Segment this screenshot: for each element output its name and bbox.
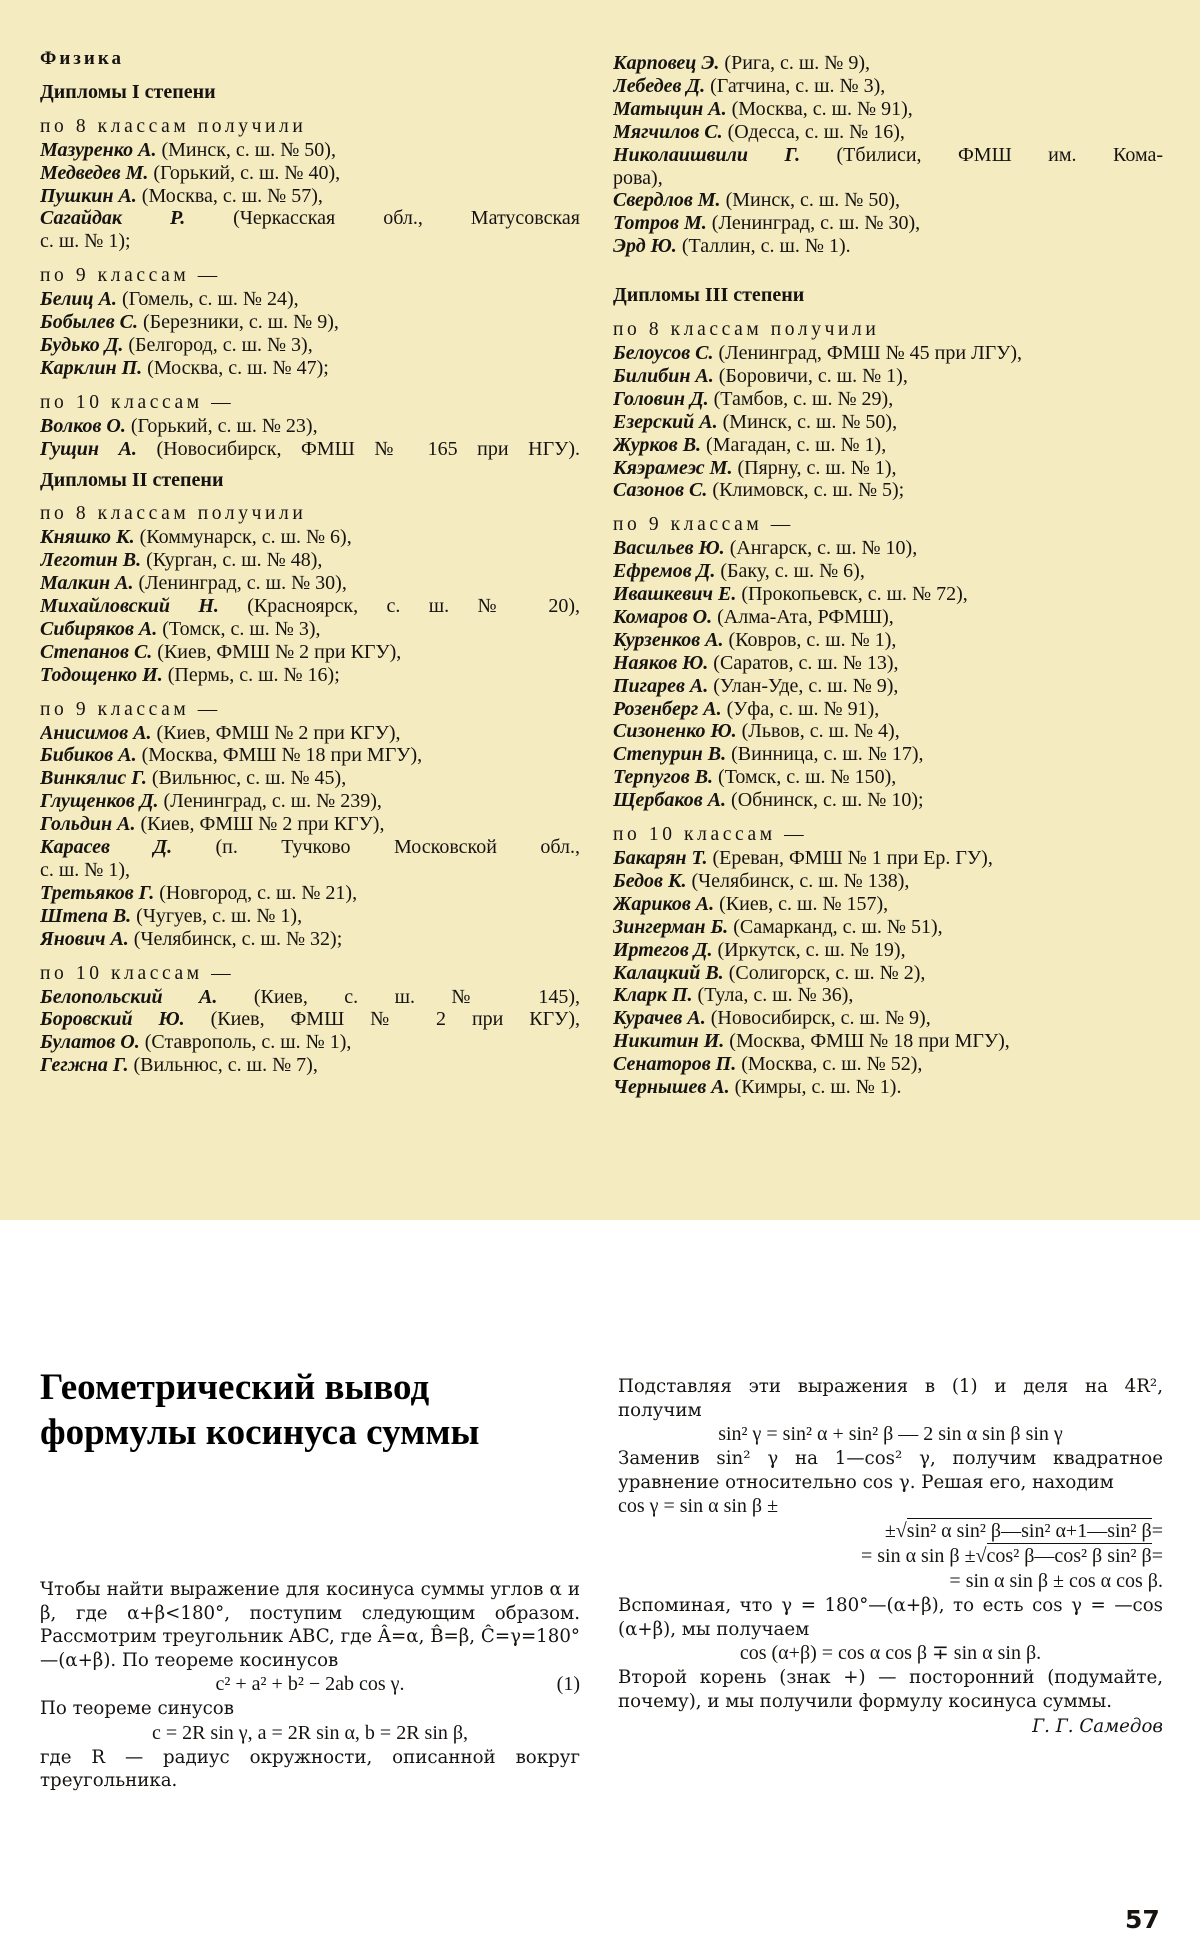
winner-entry <box>613 789 1163 812</box>
winner-school: (Самарканд, с. ш. № 51), <box>728 915 943 938</box>
diploma-heading: Дипломы I степени <box>40 80 216 103</box>
winner-name: Княшко К. <box>40 526 135 549</box>
winner-school: (Винница, с. ш. № 17), <box>726 743 924 766</box>
winner-school: (Уфа, с. ш. № 91), <box>721 697 880 720</box>
results-column-right <box>613 52 1163 1099</box>
winner-name: Бибиков А. <box>40 744 137 767</box>
winner-entry <box>613 189 1163 212</box>
winner-school: (Баку, с. ш. № 6), <box>715 560 865 583</box>
winner-school: (Москва, с. ш. № 52), <box>736 1053 923 1076</box>
winner-entry <box>40 207 580 230</box>
winner-entry <box>40 595 580 618</box>
winner-entry <box>40 1008 580 1031</box>
winner-name: Ивашкевич Е. <box>613 583 737 606</box>
winner-school: (Ковров, с. ш. № 1), <box>723 628 897 651</box>
winner-entry <box>613 984 1163 1007</box>
winner-entry <box>40 986 580 1009</box>
winner-school: (Тбилиси, ФМШ им. Кома- <box>800 143 1163 166</box>
winner-school: (Вильнюс, с. ш. № 45), <box>146 767 347 790</box>
winner-school: (Рига, с. ш. № 9), <box>719 52 870 74</box>
winner-entry <box>613 847 1163 870</box>
grade-label: по 9 классам — <box>613 514 794 536</box>
winner-school: (Киев, ФМШ № 2 при КГУ), <box>151 721 401 744</box>
paragraph: Вспоминая, что γ = 180°—(α+β), то есть cos γ = —cos (α+β), мы получаем <box>618 1595 1163 1640</box>
winner-entry <box>613 365 1163 388</box>
page-number: 57 <box>1125 1905 1160 1934</box>
winner-entry <box>40 415 580 438</box>
winner-school: (Боровичи, с. ш. № 1), <box>713 364 908 387</box>
winner-name: Медведев М. <box>40 161 149 184</box>
winner-school: (Тамбов, с. ш. № 29), <box>708 387 894 410</box>
formula-part: ± <box>884 1520 896 1542</box>
winner-entry <box>613 583 1163 606</box>
winner-entry <box>613 411 1163 434</box>
winner-name: Лебедев Д. <box>613 74 706 97</box>
winner-entry <box>613 537 1163 560</box>
winner-school: (Москва, ФМШ № 18 при МГУ), <box>136 744 423 767</box>
winner-entry <box>40 357 580 380</box>
winner-school: (Новгород, с. ш. № 21), <box>154 881 358 904</box>
winner-name: Васильев Ю. <box>613 537 725 560</box>
winner-school: (Москва, с. ш. № 91), <box>726 97 913 120</box>
formula-number: (1) <box>556 1673 580 1695</box>
winner-entry <box>40 162 580 185</box>
winner-entry <box>613 235 1163 258</box>
winner-entry <box>40 836 580 859</box>
winner-school: (Львов, с. ш. № 4), <box>736 720 900 743</box>
sqrt-radicand: sin² α sin² β—sin² α+1—sin² β <box>906 1520 1152 1542</box>
formula-sine-theorem: c = 2R sin γ, a = 2R sin α, b = 2R sin β, <box>151 1721 469 1744</box>
winner-name: Терпугов В. <box>613 766 714 789</box>
winner-school: (Минск, с. ш. № 50), <box>717 410 898 433</box>
winner-entry <box>40 311 580 334</box>
winner-entry <box>613 1076 1163 1099</box>
winner-entry <box>613 720 1163 743</box>
winner-school: (Москва, с. ш. № 57), <box>136 184 323 207</box>
title-line: Геометрический вывод <box>40 1367 430 1408</box>
formula-line: = sin α sin β ± cos α cos β. <box>949 1570 1163 1592</box>
winner-school: (Красноярск, с. ш. № 20), <box>218 595 580 618</box>
winner-school: (Иркутск, с. ш. № 19), <box>712 938 906 961</box>
grade-label: по 9 классам — <box>40 698 221 720</box>
winner-entry <box>40 288 580 311</box>
winner-school: (Киев, ФМШ № 2 при КГУ), <box>152 640 402 663</box>
winner-school: (Челябинск, с. ш. № 138), <box>686 869 910 892</box>
formula-line: cos γ = sin α sin β ± <box>618 1495 779 1517</box>
winner-school: (Ленинград, с. ш. № 30), <box>706 212 921 235</box>
winner-school: (Минск, с. ш. № 50), <box>720 189 901 212</box>
winner-school: (Курган, с. ш. № 48), <box>141 549 323 572</box>
winner-name: Журков В. <box>613 433 702 456</box>
winner-name: Гегжна Г. <box>40 1054 129 1077</box>
winner-school: (Тула, с. ш. № 36), <box>692 984 854 1007</box>
winner-entry <box>613 743 1163 766</box>
winner-entry <box>40 438 580 461</box>
winner-name: Белоусов С. <box>613 341 714 364</box>
winner-name: Карповец Э. <box>613 52 720 74</box>
winner-entry <box>40 928 580 951</box>
winner-entry <box>613 75 1163 98</box>
winner-name: Третьяков Г. <box>40 881 155 904</box>
winner-entry <box>613 962 1163 985</box>
winner-name: Наяков Ю. <box>613 651 709 674</box>
winner-name: Пигарев А. <box>613 674 709 697</box>
winner-entry <box>40 641 580 664</box>
winner-name: Будько Д. <box>40 333 124 356</box>
subject-title: Физика <box>40 48 125 69</box>
winner-entry <box>613 52 1163 75</box>
winner-name: Гольдин А. <box>40 813 136 836</box>
winner-name: Гущин А. <box>40 437 137 460</box>
winner-entry <box>613 121 1163 144</box>
winner-name: Белиц А. <box>40 288 117 311</box>
winner-name: Янович А. <box>40 927 129 950</box>
grade-label: по 8 классам получили <box>40 115 307 137</box>
winner-entry <box>613 479 1163 502</box>
winner-entry <box>613 652 1163 675</box>
winner-entry <box>40 334 580 357</box>
winner-name: Степурин В. <box>613 743 727 766</box>
winner-name: Бобылев С. <box>40 311 138 334</box>
winner-entry <box>40 526 580 549</box>
winner-entry <box>613 675 1163 698</box>
winner-school: (Одесса, с. ш. № 16), <box>722 120 905 143</box>
paragraph: где R — радиус окружности, описанной вокруг треугольника. <box>40 1746 580 1791</box>
winner-school: (Горький, с. ш. № 40), <box>148 161 341 184</box>
winner-name: Матыцин А. <box>613 97 727 120</box>
winner-name: Николаишвили Г. <box>613 143 801 166</box>
winner-name: Глущенков Д. <box>40 790 159 813</box>
winner-entry <box>613 629 1163 652</box>
formula-part: = <box>1151 1520 1163 1542</box>
diploma-heading: Дипломы II степени <box>40 468 224 491</box>
winner-name: Жариков А. <box>613 892 715 915</box>
paragraph: Заменив sin² γ на 1—cos² γ, получим квадратное уравнение относительно cos γ. Решая его, находим <box>618 1448 1163 1493</box>
winner-school: (Климовск, с. ш. № 5); <box>707 479 905 502</box>
winner-school: (Томск, с. ш. № 3), <box>157 617 321 640</box>
winner-entry <box>40 905 580 928</box>
winner-name: Степанов С. <box>40 640 153 663</box>
winner-entry <box>40 572 580 595</box>
winner-school: (Ленинград, ФМШ № 45 при ЛГУ), <box>713 341 1023 364</box>
winner-name: Курзенков А. <box>613 628 724 651</box>
formula-line <box>618 1519 1163 1544</box>
formula-quadratic-solution <box>618 1494 1163 1594</box>
formula-part: = <box>1151 1545 1163 1567</box>
winner-name: Ефремов Д. <box>613 560 716 583</box>
winner-entry <box>613 212 1163 235</box>
winner-school: (Кимры, с. ш. № 1). <box>729 1076 902 1099</box>
winner-name: Кларк П. <box>613 984 693 1007</box>
winner-entry <box>40 813 580 836</box>
winner-name: Курачев А. <box>613 1007 706 1030</box>
winner-school: (п. Тучково Московской обл., <box>172 836 580 859</box>
winner-entry <box>40 882 580 905</box>
winner-name: Езерский А. <box>613 410 718 433</box>
winner-school: (Гомель, с. ш. № 24), <box>116 288 299 311</box>
winner-entry <box>613 434 1163 457</box>
winner-name: Малкин А. <box>40 572 134 595</box>
winner-school: (Томск, с. ш. № 150), <box>713 766 897 789</box>
winner-school: (Москва, ФМШ № 18 при МГУ), <box>724 1030 1010 1053</box>
sqrt-sign: √ <box>895 1520 907 1542</box>
winner-name: Белопольский А. <box>40 985 218 1008</box>
winner-name: Мягчилов С. <box>613 120 723 143</box>
winner-name: Сибиряков А. <box>40 617 158 640</box>
winner-entry <box>613 144 1163 167</box>
winner-school: (Ленинград, с. ш. № 239), <box>158 790 382 813</box>
formula-text: c² + a² + b² − 2ab cos γ. <box>215 1673 405 1695</box>
winner-name: Боровский Ю. <box>40 1008 185 1031</box>
grade-label: по 9 классам — <box>40 265 221 287</box>
winner-school: (Обнинск, с. ш. № 10); <box>726 789 924 812</box>
winner-entry <box>40 549 580 572</box>
winner-entry <box>613 606 1163 629</box>
winner-name: Штепа В. <box>40 904 132 927</box>
winner-entry <box>40 790 580 813</box>
formula-sin-squared: sin² γ = sin² α + sin² β — 2 sin α sin β sin γ <box>718 1423 1063 1445</box>
winner-name: Михайловский Н. <box>40 595 219 618</box>
winner-school: (Пярну, с. ш. № 1), <box>732 456 897 479</box>
winner-school: (Ленинград, с. ш. № 30), <box>133 572 347 595</box>
winner-entry <box>613 698 1163 721</box>
winner-school: (Новосибирск, ФМШ № 165 при НГУ). <box>136 437 580 460</box>
entry-continuation: с. ш. № 1); <box>40 230 131 253</box>
sqrt-radicand: cos² β—cos² β sin² β <box>986 1545 1152 1567</box>
formula-line <box>618 1544 1163 1569</box>
winner-school: (Чугуев, с. ш. № 1), <box>131 904 303 927</box>
winner-name: Сенаторов П. <box>613 1053 737 1076</box>
winner-name: Кяэрамеэс М. <box>613 456 733 479</box>
winner-name: Мазуренко А. <box>40 138 157 161</box>
grade-label: по 10 классам — <box>40 962 235 984</box>
winner-name: Щербаков А. <box>613 789 727 812</box>
winner-name: Бакарян Т. <box>613 847 708 869</box>
winner-school: (Новосибирск, с. ш. № 9), <box>705 1007 931 1030</box>
winner-school: (Алма-Ата, РФМШ), <box>712 605 894 628</box>
winner-entry <box>613 342 1163 365</box>
winner-school: (Пермь, с. ш. № 16); <box>162 663 340 686</box>
winner-school: (Ереван, ФМШ № 1 при Ер. ГУ), <box>707 847 993 869</box>
winner-school: (Коммунарск, с. ш. № 6), <box>134 526 352 549</box>
winner-entry <box>40 618 580 641</box>
winner-school: (Березники, с. ш. № 9), <box>137 311 339 334</box>
winner-entry <box>613 766 1163 789</box>
article-column-left <box>40 1578 580 1793</box>
winner-name: Анисимов А. <box>40 721 152 744</box>
winner-school: (Киев, ФМШ № 2 при КГУ), <box>184 1008 580 1031</box>
winner-school: (Таллин, с. ш. № 1). <box>676 235 851 258</box>
winner-school: (Солигорск, с. ш. № 2), <box>723 961 926 984</box>
results-column-left <box>40 48 580 1077</box>
winner-entry <box>613 1053 1163 1076</box>
winner-school: (Прокопьевск, с. ш. № 72), <box>736 583 968 606</box>
sqrt-sign: √ <box>975 1545 987 1567</box>
formula-part: = sin α sin β ± <box>860 1545 976 1567</box>
winner-name: Волков О. <box>40 414 126 437</box>
winner-name: Винкялис Г. <box>40 767 147 790</box>
winner-name: Карасев Д. <box>40 836 173 859</box>
winner-entry <box>40 722 580 745</box>
winner-name: Свердлов М. <box>613 189 721 212</box>
winner-entry <box>40 1031 580 1054</box>
winner-name: Розенберг А. <box>613 697 722 720</box>
winner-entry <box>613 457 1163 480</box>
winner-entry <box>613 1030 1163 1053</box>
winner-name: Калацкий В. <box>613 961 724 984</box>
winner-entry <box>40 664 580 687</box>
winner-name: Леготин В. <box>40 549 142 572</box>
formula-cosine-theorem <box>40 1672 580 1697</box>
winner-name: Тодощенко И. <box>40 663 163 686</box>
winner-school: (Минск, с. ш. № 50), <box>156 138 336 161</box>
winner-name: Бедов К. <box>613 869 687 892</box>
winner-school: (Ангарск, с. ш. № 10), <box>724 537 918 560</box>
winner-entry <box>40 744 580 767</box>
entry-continuation: с. ш. № 1), <box>40 859 131 881</box>
winner-name: Комаров О. <box>613 605 713 628</box>
winner-entry <box>613 939 1163 962</box>
winner-school: (Ставрополь, с. ш. № 1), <box>139 1031 352 1054</box>
winner-entry <box>613 916 1163 939</box>
winner-school: (Вильнюс, с. ш. № 7), <box>128 1054 318 1077</box>
paragraph: По теореме синусов <box>40 1698 234 1719</box>
winner-entry <box>40 139 580 162</box>
winner-name: Головин Д. <box>613 387 709 410</box>
winner-name: Никитин И. <box>613 1030 725 1053</box>
winner-entry <box>40 767 580 790</box>
winner-name: Билибин А. <box>613 364 714 387</box>
grade-label: по 8 классам получили <box>40 503 307 525</box>
article-column-right <box>618 1375 1163 1739</box>
winner-school: (Магадан, с. ш. № 1), <box>701 433 887 456</box>
winner-entry <box>613 560 1163 583</box>
formula-cosine-sum: cos (α+β) = cos α cos β ∓ sin α sin β. <box>739 1642 1042 1664</box>
winner-name: Иртегов Д. <box>613 938 713 961</box>
winner-school: (Гатчина, с. ш. № 3), <box>705 74 886 97</box>
winner-entry <box>40 1054 580 1077</box>
winner-name: Карклин П. <box>40 356 143 379</box>
grade-label: по 10 классам — <box>40 391 235 413</box>
winner-school: (Белгород, с. ш. № 3), <box>123 333 313 356</box>
title-line: формулы косинуса суммы <box>40 1412 480 1453</box>
winner-name: Сазонов С. <box>613 479 708 502</box>
winner-name: Зингерман Б. <box>613 915 729 938</box>
winner-name: Чернышев А. <box>613 1076 730 1099</box>
winner-school: (Черкасская обл., Матусовская <box>185 207 580 230</box>
winner-school: (Москва, с. ш. № 47); <box>142 356 329 379</box>
author-signature: Г. Г. Самедов <box>1032 1716 1163 1737</box>
winner-entry <box>613 98 1163 121</box>
winner-school: (Улан-Уде, с. ш. № 9), <box>708 674 899 697</box>
paragraph: Второй корень (знак +) — посторонний (подумайте, почему), и мы получили формулу косинуса суммы. <box>618 1667 1163 1712</box>
article-title <box>40 1365 600 1455</box>
winner-entry <box>40 185 580 208</box>
winner-school: (Саратов, с. ш. № 13), <box>708 651 899 674</box>
winner-name: Сизоненко Ю. <box>613 720 737 743</box>
entry-continuation: рова), <box>613 166 663 189</box>
winner-entry <box>613 1007 1163 1030</box>
winner-entry <box>613 870 1163 893</box>
winner-school: (Горький, с. ш. № 23), <box>125 414 318 437</box>
winner-name: Эрд Ю. <box>613 235 677 258</box>
diploma-heading: Дипломы III степени <box>613 284 805 307</box>
winner-name: Булатов О. <box>40 1031 140 1054</box>
winner-name: Сагайдак Р. <box>40 207 186 230</box>
winner-entry <box>613 388 1163 411</box>
winner-entry <box>613 893 1163 916</box>
grade-label: по 8 классам получили <box>613 319 880 341</box>
winner-school: (Киев, ФМШ № 2 при КГУ), <box>135 813 385 836</box>
winner-school: (Киев, с. ш. № 145), <box>217 985 580 1008</box>
winner-school: (Челябинск, с. ш. № 32); <box>128 927 343 950</box>
winner-name: Пушкин А. <box>40 184 137 207</box>
winner-school: (Киев, с. ш. № 157), <box>714 892 889 915</box>
paragraph: Подставляя эти выражения в (1) и деля на 4R², получим <box>618 1376 1163 1421</box>
grade-label: по 10 классам — <box>613 824 808 846</box>
winner-name: Тотров М. <box>613 212 707 235</box>
paragraph: Чтобы найти выражение для косинуса суммы углов α и β, где α+β<180°, поступим следующим образом. Рассмотрим треугольник ABC, где Â=α, B̂=β, Ĉ=γ=180°—(α+β). По теореме косинусов <box>40 1579 580 1671</box>
